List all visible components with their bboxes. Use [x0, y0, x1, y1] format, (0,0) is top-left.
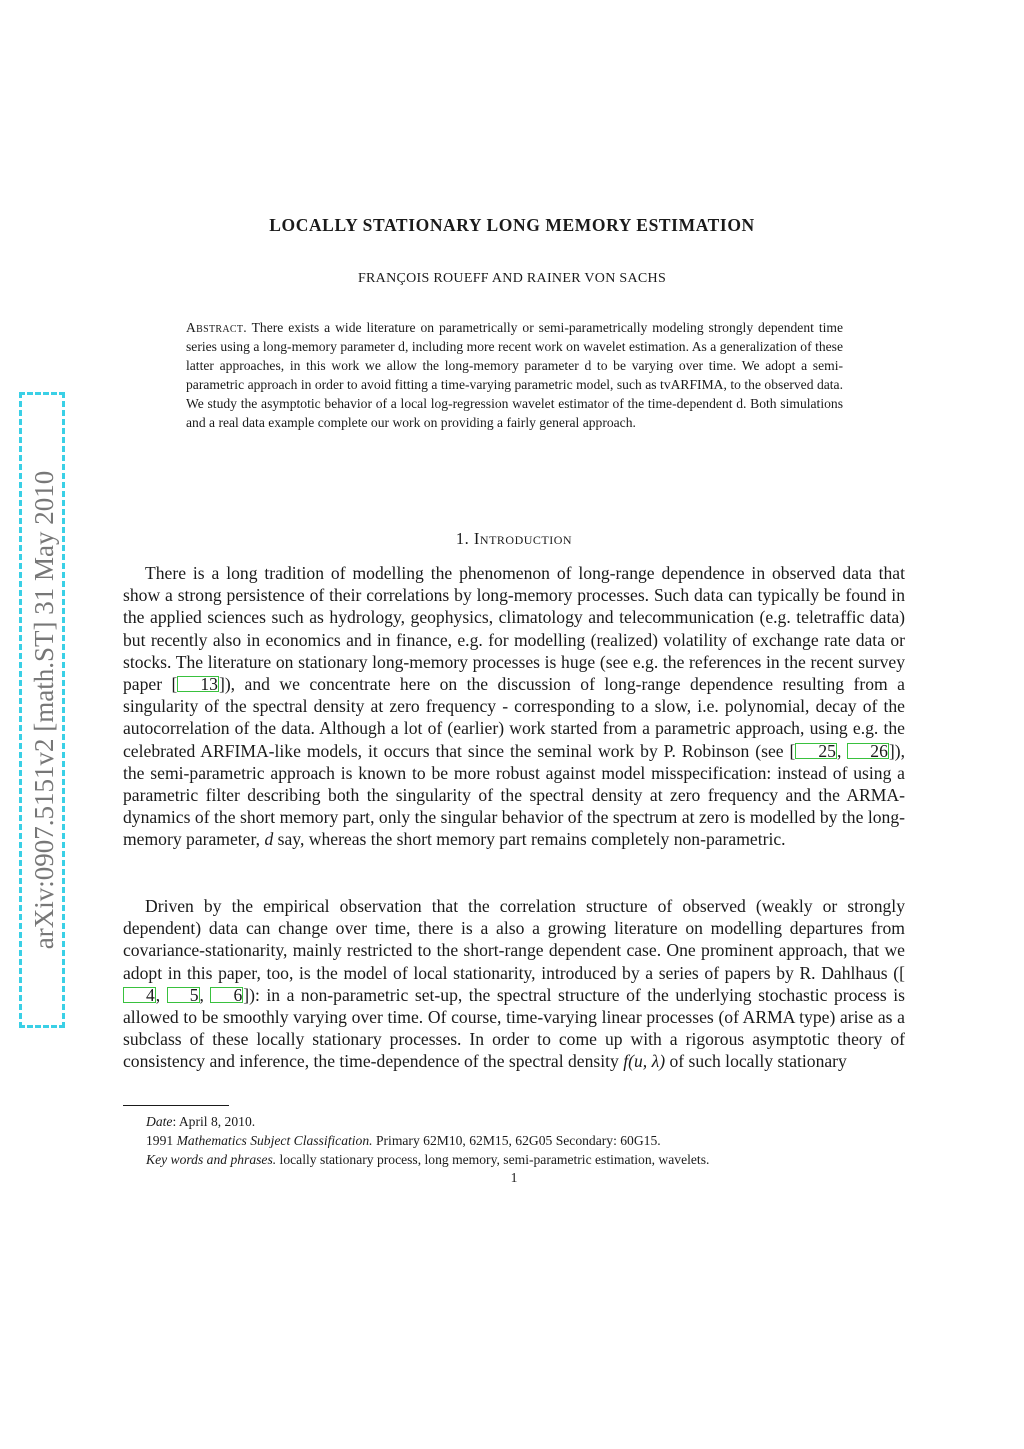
paragraph-text: ]): in a non-parametric set-up, the spectral structure of the underlying stochastic process is allowed to be smoothly varying over time. Of course, time-varying linear processes (of ARMA type) arise as a subclass of these locally stationary processes. In order to come up with a rigorous asymptotic theory of consistency and inference, the time-dependence of the spectral density	[123, 984, 905, 1072]
abstract-text: There exists a wide literature on parametrically or semi-parametrically modeling strongly dependent time series using a long-memory parameter d, including more recent work on wavelet estimation. As a generalization of these latter approaches, in this work we allow the long-memory parameter d to be varying over time. We adopt a semi-parametric approach in order to avoid fitting a time-varying parametric model, such as tvARFIMA, to the observed data. We study the asymptotic behavior of a local log-regression wavelet estimator of the time-dependent d. Both simulations and a real data example complete our work on providing a fairly general approach.	[186, 320, 843, 430]
citation-separator: ,	[836, 740, 848, 761]
footnote-keywords-value: locally stationary process, long memory, semi-parametric estimation, wavelets.	[276, 1152, 710, 1167]
footnote-divider	[123, 1105, 229, 1106]
citation-separator: ,	[199, 984, 211, 1005]
footnote-msc-label: Mathematics Subject Classification.	[176, 1133, 373, 1148]
citation-link[interactable]: 6	[210, 987, 243, 1003]
paragraph-text: say, whereas the short memory part remains completely non-parametric.	[273, 829, 786, 850]
citation-link[interactable]: 26	[847, 743, 889, 759]
page-number: 1	[510, 1170, 518, 1185]
footnote-keywords	[146, 1151, 906, 1169]
abstract	[186, 318, 843, 432]
paper-authors: FRANÇOIS ROUEFF AND RAINER VON SACHS	[357, 271, 667, 286]
citation-separator: ,	[155, 984, 167, 1005]
footnote-keywords-label: Key words and phrases.	[146, 1152, 277, 1167]
paragraph-text: ]), the semi-parametric approach is known to be more robust against model misspecification: instead of using a parametric filter describing both the singularity of the spectral density at zero frequency and the ARMA-dynamics of the short memory part, only the singular behavior of the spectrum at zero is modelled by the long-memory parameter,	[123, 740, 906, 850]
intro-paragraph-2	[123, 895, 905, 1073]
section-number: 1.	[455, 529, 470, 548]
footnote-date-label: Date	[146, 1114, 173, 1129]
paragraph-text: of such locally stationary	[665, 1051, 847, 1072]
intro-paragraph-1	[123, 562, 905, 851]
math-symbol: d	[264, 829, 274, 850]
paragraph-text: ]), and we concentrate here on the discussion of long-range dependence resulting from a singularity of the spectral density at zero frequency - corresponding to a slow, i.e. polynomial, decay of the autocorrelation of the data. Although a lot of (earlier) work started from a parametric approach, using e.g. the celebrated ARFIMA-like models, it occurs that since the seminal work by P. Robinson (see [	[123, 674, 905, 761]
citation-link[interactable]: 4	[123, 987, 156, 1003]
citation-link[interactable]: 13	[177, 676, 219, 692]
citation-link[interactable]: 25	[795, 743, 837, 759]
footnote-date-value: : April 8, 2010.	[172, 1114, 256, 1129]
section-title: Introduction	[473, 529, 573, 548]
paper-title: LOCALLY STATIONARY LONG MEMORY ESTIMATION	[269, 215, 755, 235]
citation-link[interactable]: 5	[167, 987, 200, 1003]
footnote-date	[146, 1113, 906, 1131]
paragraph-text: There is a long tradition of modelling the phenomenon of long-range dependence in observed data that show a strong persistence of their correlations by long-memory processes. Such data can typically be found in the applied sciences such as hydrology, geophysics, climatology and telecommunication (e.g. teletraffic data) but recently also in economics and in finance, e.g. for modelling (realized) volatility of exchange rate data or stocks. The literature on stationary long-memory processes is huge (see e.g. the references in the recent survey paper [	[123, 563, 905, 695]
footnote-msc-value: Primary 62M10, 62M15, 62G05 Secondary: 60G15.	[372, 1133, 661, 1148]
footnote-msc	[146, 1132, 906, 1150]
math-expression: f(u, λ)	[623, 1051, 666, 1072]
arxiv-identifier: arXiv:0907.5151v2 [math.ST] 31 May 2010	[29, 470, 59, 950]
footnote-msc-prefix: 1991	[146, 1133, 177, 1148]
section-heading	[0, 529, 1024, 549]
abstract-label: Abstract.	[186, 320, 247, 335]
paragraph-text: Driven by the empirical observation that the correlation structure of observed (weakly or strongly dependent) data can change over time, there is a also a growing literature on modelling departures from covariance-stationarity, mainly restricted to the short-range dependent case. One prominent approach, that we adopt in this paper, too, is the model of local stationarity, introduced by a series of papers by R. Dahlhaus ([	[123, 896, 905, 983]
